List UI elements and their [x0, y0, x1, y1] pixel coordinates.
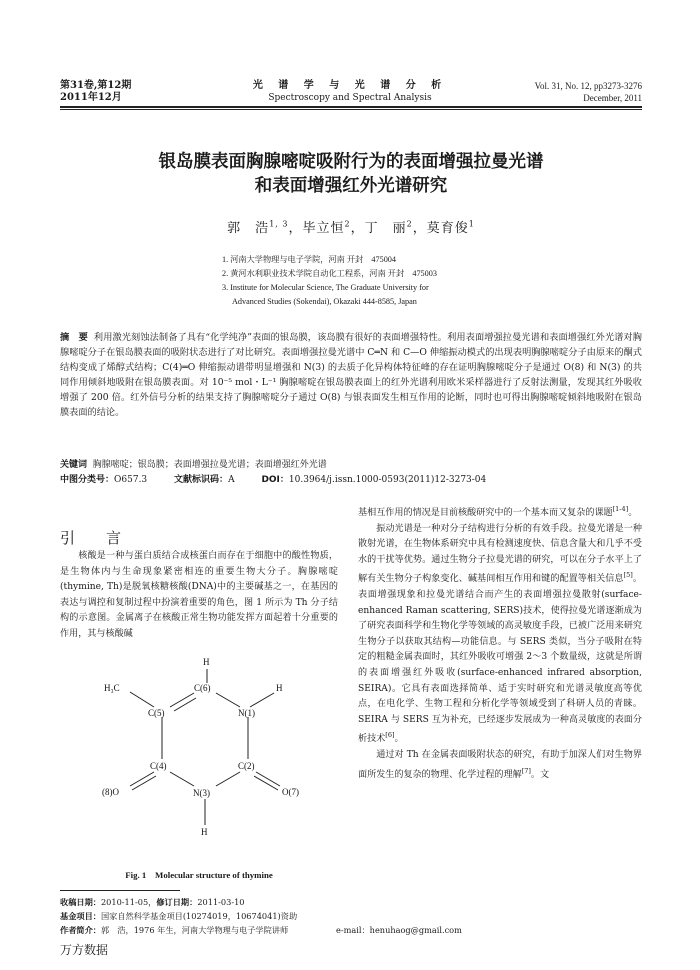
author-4-affil: 1	[468, 219, 475, 229]
author-bio-text: 郭 浩，1976 年生，河南大学物理与电子学院讲师	[100, 925, 289, 935]
title-line-2: 和表面增强红外光谱研究	[254, 176, 448, 196]
title-line-1: 银岛膜表面胸腺嘧啶吸附行为的表面增强拉曼光谱	[158, 152, 544, 172]
author-1-affil: 1, 3	[269, 219, 289, 229]
author-bio-label: 作者简介：	[60, 925, 101, 935]
atom-c6: C(6)	[194, 683, 211, 693]
bond-c5-c6	[170, 693, 194, 707]
keywords-block	[60, 458, 642, 488]
footnote	[60, 895, 462, 937]
paragraph-vibrational	[358, 522, 642, 748]
keywords-text: 胸腺嘧啶；银岛膜；表面增强拉曼光谱；表面增强红外光谱	[92, 460, 327, 470]
atom-c4: C(4)	[150, 761, 167, 771]
date-en: December, 2011	[583, 93, 642, 103]
atom-ch3: H₃C	[104, 683, 120, 693]
journal-name-en: Spectroscopy and Spectral Analysis	[268, 93, 432, 103]
atom-n3: N(3)	[193, 788, 210, 798]
section-heading-intro: 引 言	[60, 529, 130, 547]
paragraph-continued	[358, 502, 642, 522]
author-email: e-mail：henuhaog@gmail.com	[336, 925, 462, 935]
received-label: 收稿日期：	[60, 897, 101, 907]
para-vib-text-2: 。表面增强现象和拉曼光谱结合而产生的表面增强拉曼散射(surface-enhanced Raman scattering, SERS)技术，使得拉曼光谱逐渐成为了研究表面科学和生物化学等领域的高灵敏度手段，已被广泛用来研究生物分子以获取其结构—功能信息。与 SERS 类似，当分子吸附在特定的粗糙金属表面时，其红外吸收可增强 2～3 个数量级，这就是所谓的表面增强红外吸收(surface-enhanced infrared absorption, SEIRA)。它具有表面选择简单、适于实时研究和光谱灵敏度高等优点，在电化学、生物工程和分析化学等领域受到了科研人员的青睐。SEIRA 与 SERS 互为补充，已经逐步发展成为一种高灵敏度的表面分析技术	[358, 574, 642, 745]
paragraph-adsorption	[358, 748, 642, 783]
revised-label: 修订日期：	[156, 897, 198, 907]
para-cont-end: 。	[628, 508, 638, 519]
doi-label: DOI：	[261, 475, 289, 485]
bond-c6-n1	[216, 693, 240, 707]
atom-o8: (8)O	[102, 787, 119, 797]
volume-issue-cn: 第31卷,第12期	[60, 80, 132, 91]
para-ads-end: 。文	[530, 769, 550, 780]
revised-date: 2011-03-10	[197, 897, 245, 907]
funding-label: 基金项目：	[60, 911, 101, 921]
doc-code-label: 文献标识码：	[174, 475, 229, 485]
affiliation-3: 3. Institute for Molecular Science, The Graduate University for	[222, 283, 429, 292]
date-cn: 2011年12月	[60, 92, 122, 103]
atom-h-top: H	[203, 657, 210, 667]
author-1: 郭 浩	[227, 221, 270, 236]
citation-ref: [6]	[385, 731, 395, 740]
abstract-text: 利用激光刻蚀法制备了具有“化学纯净”表面的银岛膜，该岛膜有很好的表面增强特性。利用表面增强拉曼光谱和表面增强红外光谱对胸腺嘧啶分子在银岛膜表面的吸附状态进行了对比研究。表面增强拉曼光谱中 C═N 和 C—O 伸缩振动模式的出现表明胸腺嘧啶分子由原来的酮式结构变成了烯醇式结构；C(4)═O 伸缩振动谱带明显增强和 N(3) 的去质子化异构体特征峰的存在证明胸腺嘧啶分子是通过 O(8) 和 N(3) 的共同作用倾斜地吸附在银岛膜表面。对 10⁻⁵ mol・L⁻¹ 胸腺嘧啶在银岛膜表面上的红外光谱利用欧米采样器进行了反射法测量，发现其红外吸收增强了 200 倍。红外信号分析的结果支持了胸腺嘧啶分子通过 O(8) 与银表面发生相互作用的论断，同时也可得出胸腺嘧啶倾斜地吸附在银岛膜表面的结论。	[60, 332, 642, 418]
affiliations	[222, 253, 437, 309]
bond-n1-h	[250, 693, 274, 707]
keywords-label: 关键词	[60, 460, 88, 470]
atom-c5: C(5)	[148, 708, 165, 718]
atom-h-n1: H	[276, 683, 283, 693]
atom-n1: N(1)	[238, 708, 255, 718]
atom-h-bottom: H	[201, 827, 208, 837]
citation-ref: [7]	[521, 766, 531, 775]
journal-volume-cn	[60, 80, 131, 104]
journal-name	[180, 80, 520, 104]
author-list	[60, 217, 642, 236]
bond-n3-c2	[216, 772, 240, 786]
funding-text: 国家自然科学基金项目(10274019，10674041)资助	[100, 911, 298, 921]
header-rule	[60, 106, 642, 108]
body-left-column	[60, 549, 338, 643]
author-2-affil: 2	[344, 219, 351, 229]
author-3: 丁 丽	[364, 221, 407, 236]
figure-caption: Fig. 1 Molecular structure of thymine	[125, 870, 273, 880]
watermark-text: 万方数据	[60, 943, 109, 957]
paragraph-intro-1: 核酸是一种与蛋白质结合成核蛋白而存在于细胞中的酸性物质，是生物体内与生命现象紧密相连的重要生物大分子。胸腺嘧啶(thymine, Th)是脱氧核糖核酸(DNA)中的主要碱基之一，在基因的表达与调控和复制过程中扮演着重要的角色，图 1 所示为 Th 分子结构的示意图。金属离子在核酸正常生物功能发挥方面起着十分重要的作用，其与核酸碱	[60, 551, 338, 639]
clc-label: 中图分类号：	[60, 475, 115, 485]
para-ads-text: 通过对 Th 在金属表面吸附状态的研究，有助于加深人们对生物界面所发生的复杂的物理、化学过程的理解	[358, 750, 642, 780]
received-date: 2010-11-05，	[100, 897, 157, 907]
author-2: 毕立恒	[302, 221, 345, 236]
bond-c5-c6-double	[174, 698, 196, 711]
volume-pages-en: Vol. 31, No. 12, pp3273-3276	[534, 81, 642, 91]
atom-c2: C(2)	[238, 761, 255, 771]
body-right-column	[358, 502, 642, 783]
affiliation-2: 2. 黄河水利职业技术学院自动化工程系，河南 开封 475003	[222, 269, 437, 278]
author-separator: ，	[288, 221, 303, 236]
header-rule-thin	[60, 109, 642, 110]
author-separator: ，	[350, 221, 365, 236]
author-3-affil: 2	[406, 219, 413, 229]
abstract-label: 摘 要	[60, 332, 88, 343]
para-cont-text: 基相互作用的情况是目前核酸研究中的一个基本而又复杂的课题	[358, 508, 613, 519]
citation-ref: [5]	[623, 571, 633, 580]
journal-volume-en	[535, 80, 642, 104]
atom-o7: O(7)	[282, 787, 299, 797]
bond-c4-n3	[170, 772, 194, 786]
author-separator: ，	[412, 221, 427, 236]
affiliation-3-cont: Advanced Studies (Sokendai), Okazaki 444-8585, Japan	[232, 297, 417, 306]
affiliation-1: 1. 河南大学物理与电子学院，河南 开封 475004	[222, 255, 396, 264]
author-4: 莫育俊	[426, 221, 469, 236]
para-vib-text: 振动光谱是一种对分子结构进行分析的有效手段。拉曼光谱是一种散射光谱，在生物体系研究中具有检测速度快、信息含量大和几乎不受水的干扰等优势。通过生物分子拉曼光谱的研究，可以在分子水平上了解有关生物分子构象变化、碱基间相互作用和键的配置等相关信息	[358, 523, 642, 585]
citation-ref: [1-4]	[612, 505, 629, 513]
paper-title	[60, 150, 642, 198]
bond-ch3-c5	[130, 692, 154, 707]
abstract	[60, 330, 642, 420]
doi-value: 10.3964/j.issn.1000-0593(2011)12-3273-04	[288, 475, 487, 485]
thymine-structure-diagram	[90, 655, 310, 855]
para-vib-end: 。	[394, 734, 404, 745]
doc-code: A	[228, 475, 235, 485]
journal-name-cn: 光 谱 学 与 光 谱 分 析	[252, 80, 448, 91]
footnote-rule	[60, 890, 180, 891]
clc-number: O657.3	[114, 475, 148, 485]
